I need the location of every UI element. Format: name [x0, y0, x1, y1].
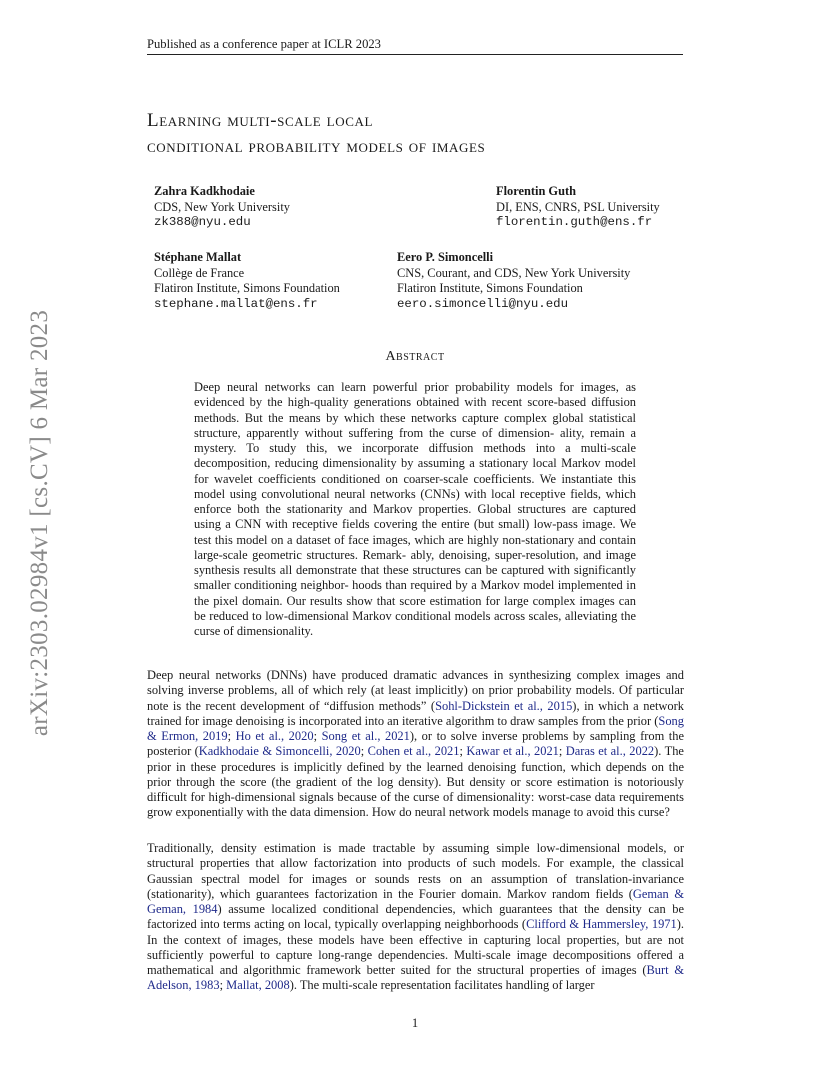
intro-paragraph-2 — [147, 841, 684, 994]
citation-link[interactable]: Ho et al., 2020 — [235, 729, 314, 743]
author-affiliation: CDS, New York University — [154, 199, 290, 214]
author-block — [154, 184, 454, 231]
paragraph-text: Deep neural networks (DNNs) have produced dramatic advances in synthesizing complex images and solving inverse problems, all of which rely (at least implicitly) on prior probability models. Of particular note is the recent development of “diffusion methods” ( — [147, 668, 684, 713]
arxiv-stamp-text: arXiv:2303.02984v1 [cs.CV] 6 Mar 2023 — [26, 309, 54, 737]
author-name: Stéphane Mallat — [154, 250, 242, 264]
arxiv-stamp — [12, 288, 68, 758]
author-affiliation: Collège de France — [154, 265, 245, 280]
citation-link[interactable]: Cohen et al., 2021 — [367, 744, 460, 759]
author-email[interactable]: zk388@nyu.edu — [154, 215, 251, 229]
paragraph-text: ; — [459, 744, 467, 759]
abstract-line: structures are captured using a CNN with receptive fields covering the entire (but — [194, 502, 637, 532]
author-email[interactable]: eero.simoncelli@nyu.edu — [397, 296, 569, 311]
paragraph-text: ; — [227, 729, 236, 743]
citation-link[interactable]: Song & Ermon, 2019 — [147, 713, 684, 743]
paragraph-text: ). In the context of images, these models have been effective in capturing local properties, but are not sufficiently powerful to capture long-range dependencies. Multi-scale image decompositions offered a mathematical and algorithmic framework better suited for the structural properties of images ( — [147, 917, 684, 977]
abstract-line: Deep neural networks can learn powerful prior probability models for images, — [194, 380, 619, 394]
abstract-line: as evidenced by the high-quality generations obtained with recent score-based — [194, 380, 637, 410]
abstract-line: small) low-pass image. We test this model on a dataset of face images, which — [194, 517, 636, 547]
author-email[interactable]: stephane.mallat@ens.fr — [154, 296, 318, 311]
citation-link[interactable]: Clifford & Hammersley, 1971 — [526, 917, 677, 932]
paragraph-text: Traditionally, density estimation is made tractable by assuming simple low-dimensional models, or structural properties that allow factorization into products of such models. For example, the classical Gaussian spectral model for images or sounds rests on an assumption of translation-invariance (stationarity), which guarantees factorization in the Fourier domain. Markov random fields ( — [147, 841, 684, 901]
abstract-line: Markov model for wavelet coefficients conditioned on coarser-scale coefficients. — [194, 456, 637, 486]
author-affiliation: DI, ENS, CNRS, PSL University — [496, 199, 660, 214]
paragraph-text: ; — [219, 978, 227, 993]
citation-link[interactable]: Kawar et al., 2021 — [466, 744, 559, 759]
header-rule — [147, 54, 683, 55]
author-name: Florentin Guth — [496, 184, 576, 198]
author-name: Zahra Kadkhodaie — [154, 184, 255, 198]
paragraph-text: ). The prior in these procedures is implicitly defined by the learned denoising function, which depends on the prior through the score (the gradient of the log density). But density or score estimation is notoriously difficult for high-dimensional signals because of the curse of dimensionality: worst-case data requirements grow exponentially with the data dimension. How do neural network models manage to avoid this curse? — [147, 744, 684, 820]
abstract-line: these structures can be captured with significantly smaller conditioning neighbor- — [194, 563, 636, 593]
intro-paragraph-1 — [147, 668, 684, 821]
paragraph-text: ; — [558, 744, 566, 759]
citation-link[interactable]: Daras et al., 2022 — [565, 744, 655, 759]
abstract-line: low-dimensional Markov conditional models across scales, alleviating the curse of — [194, 608, 636, 638]
abstract-line: ality, remain a mystery. To study this, we incorporate diffusion methods into a — [194, 425, 636, 455]
author-block — [397, 250, 697, 312]
abstract-line: diffusion methods. But the means by which these networks capture complex global — [194, 395, 637, 425]
abstract-line: hoods than required by a Markov model implemented in the pixel domain. Our — [194, 578, 636, 608]
paragraph-text: ; — [360, 744, 368, 759]
paragraph-text: ) assume localized conditional dependencies, which guarantees that the density can be factorized into terms acting on local, typically overlapping neighborhoods ( — [147, 902, 685, 932]
author-affiliation: Flatiron Institute, Simons Foundation — [154, 281, 340, 295]
citation-link[interactable]: Kadkhodaie & Simoncelli, 2020 — [198, 744, 361, 759]
citation-link[interactable]: Sohl-Dickstein et al., 2015 — [435, 698, 573, 713]
abstract-heading: Abstract — [385, 349, 445, 364]
abstract-line: multi-scale decomposition, reducing dimensionality by assuming a stationary local — [194, 441, 636, 471]
abstract-line: ably, denoising, super-resolution, and image synthesis results all demonstrate that — [194, 547, 636, 577]
abstract-line: receptive fields, which enforce both the stationarity and Markov properties. Global — [194, 486, 636, 516]
paper-title — [147, 108, 707, 160]
paragraph-text: ; — [313, 729, 322, 743]
title-line-2: conditional probability models of images — [147, 136, 486, 157]
abstract-line: We instantiate this model using convolutional neural networks (CNNs) with local — [194, 471, 636, 501]
citation-link[interactable]: Burt & Adelson, 1983 — [147, 963, 684, 993]
citation-link[interactable]: Geman & Geman, 1984 — [147, 886, 684, 916]
abstract-line: are highly non-stationary and contain large-scale geometric structures. Remark- — [194, 532, 636, 562]
page-number: 1 — [411, 1016, 419, 1030]
paragraph-text: ). The multi-scale representation facilitates handling of larger — [289, 978, 595, 993]
paragraph-text: ), or to solve inverse problems by sampling from the posterior ( — [147, 729, 684, 759]
abstract-body — [194, 380, 636, 639]
abstract-line: dimensionality. — [236, 624, 314, 638]
citation-link[interactable]: Song et al., 2021 — [321, 729, 410, 743]
author-block — [496, 184, 796, 231]
citation-link[interactable]: Mallat, 2008 — [226, 978, 290, 993]
paragraph-text: ), in which a network trained for image denoising is incorporated into an iterative algorithm to draw samples from the prior ( — [147, 698, 684, 728]
abstract-line: results show that score estimation for large complex images can be reduced to — [194, 593, 637, 623]
author-email[interactable]: florentin.guth@ens.fr — [496, 215, 653, 229]
running-header: Published as a conference paper at ICLR 2023 — [147, 37, 381, 51]
abstract-line: statistical structure, apparently without suffering from the curse of dimension- — [194, 410, 636, 440]
author-name: Eero P. Simoncelli — [397, 250, 494, 264]
author-affiliation: CNS, Courant, and CDS, New York University — [397, 265, 631, 280]
author-affiliation: Flatiron Institute, Simons Foundation — [397, 281, 583, 295]
title-line-1: Learning multi-scale local — [147, 110, 373, 131]
